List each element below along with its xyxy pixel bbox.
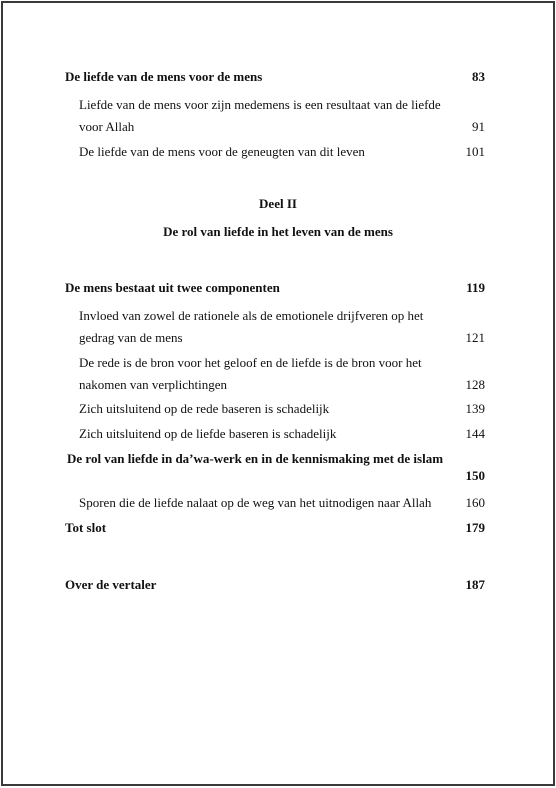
toc-page-number: 128	[465, 377, 485, 392]
toc-page-number: 150	[465, 468, 485, 483]
toc-subsection-line: Liefde van de mens voor zijn medemens is een resultaat van de liefde	[79, 97, 441, 112]
part-heading: Deel II	[259, 196, 297, 211]
toc-page-number: 139	[465, 401, 485, 416]
toc-page-number: 101	[465, 144, 485, 159]
toc-subsection-line: gedrag van de mens	[79, 330, 183, 345]
toc-page-number: 160	[465, 495, 485, 510]
toc-page-number: 187	[465, 577, 485, 592]
toc-section-title: Over de vertaler	[65, 577, 157, 592]
toc-page-number: 121	[465, 330, 485, 345]
toc-subsection-title: Zich uitsluitend op de liefde baseren is schadelijk	[79, 426, 337, 441]
toc-page-number: 144	[465, 426, 485, 441]
toc-subsection-line: De rede is de bron voor het geloof en de liefde is de bron voor het	[79, 355, 422, 370]
part-subtitle: De rol van liefde in het leven van de mens	[163, 224, 393, 239]
toc-page-number: 83	[472, 69, 485, 84]
toc-subsection-title: Sporen die de liefde nalaat op de weg van het uitnodigen naar Allah	[79, 495, 432, 510]
toc-subsection-line: voor Allah	[79, 119, 135, 134]
toc-subsection-title: Zich uitsluitend op de rede baseren is schadelijk	[79, 401, 330, 416]
toc-section-title: De mens bestaat uit twee componenten	[65, 280, 280, 295]
toc-page-number: 91	[472, 119, 485, 134]
toc-subsection-title: De liefde van de mens voor de geneugten van dit leven	[79, 144, 365, 159]
toc-section-title: De liefde van de mens voor de mens	[65, 69, 263, 84]
toc-page-number: 179	[465, 520, 485, 535]
toc-section-title: Tot slot	[65, 520, 107, 535]
toc-subsection-line: nakomen van verplichtingen	[79, 377, 228, 392]
toc-subsection-line: Invloed van zowel de rationele als de emotionele drijfveren op het	[79, 308, 424, 323]
toc-page-number: 119	[466, 280, 485, 295]
document-page	[1, 1, 555, 786]
toc-section-title: De rol van liefde in da’wa-werk en in de kennismaking met de islam	[67, 451, 444, 466]
